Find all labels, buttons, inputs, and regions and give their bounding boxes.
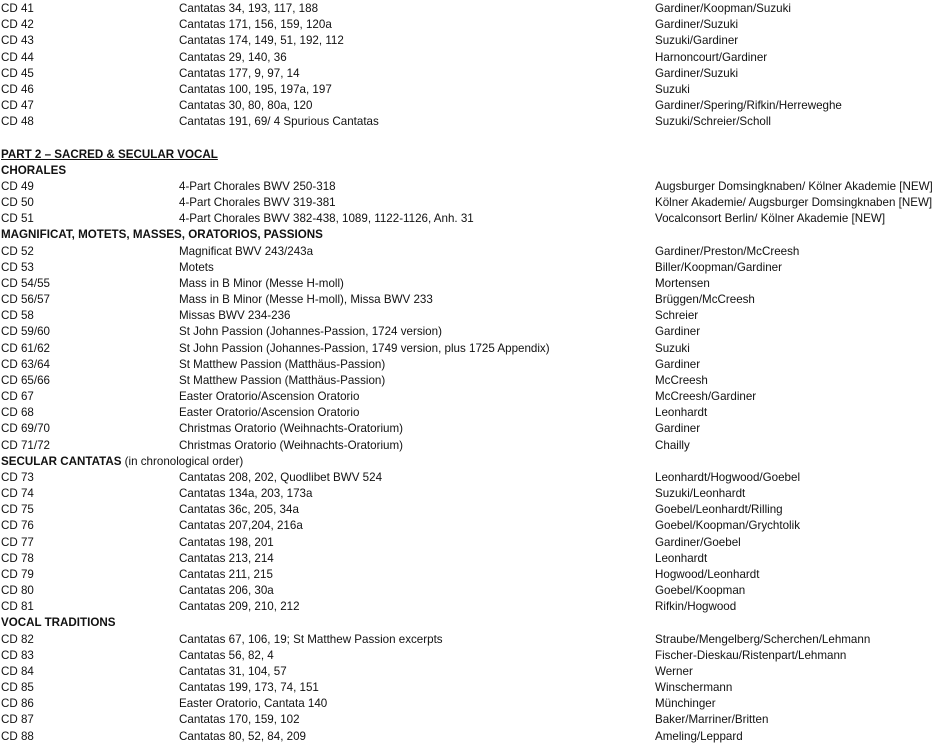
cd-row xyxy=(0,195,950,211)
work-title: 4-Part Chorales BWV 250-318 xyxy=(179,179,336,193)
cd-row xyxy=(0,17,950,33)
cd-row xyxy=(0,260,950,276)
performers: Suzuki/Leonhardt xyxy=(655,487,746,501)
cd-number: CD 61/62 xyxy=(1,341,50,355)
cd-number: CD 63/64 xyxy=(1,357,50,371)
work-title: Cantatas 29, 140, 36 xyxy=(179,50,287,64)
performers: Suzuki xyxy=(655,82,690,96)
work-title: St Matthew Passion (Matthäus-Passion) xyxy=(179,373,386,387)
cd-row xyxy=(0,276,950,292)
performers: Vocalconsort Berlin/ Kölner Akademie [NEW] xyxy=(655,212,886,226)
performers: Gardiner/Suzuki xyxy=(655,66,739,80)
work-title: Cantatas 211, 215 xyxy=(179,567,273,581)
performers: Biller/Koopman/Gardiner xyxy=(655,260,782,274)
cd-row xyxy=(0,292,950,308)
performers: Goebel/Koopman xyxy=(655,584,746,598)
cd-number: CD 47 xyxy=(1,99,34,113)
heading-text: VOCAL TRADITIONS xyxy=(1,616,116,630)
cd-number: CD 86 xyxy=(1,697,34,711)
cd-row xyxy=(0,66,950,82)
performers: Gardiner xyxy=(655,357,701,371)
work-title: Christmas Oratorio (Weihnachts-Oratorium) xyxy=(179,422,403,436)
cd-number: CD 52 xyxy=(1,244,34,258)
cd-row xyxy=(0,729,950,745)
work-title: 4-Part Chorales BWV 319-381 xyxy=(179,196,336,210)
cd-number: CD 59/60 xyxy=(1,325,50,339)
work-title: St John Passion (Johannes-Passion, 1724 version) xyxy=(179,325,442,339)
work-title: Mass in B Minor (Messe H-moll), Missa BWV 233 xyxy=(179,293,433,307)
cd-number: CD 88 xyxy=(1,729,34,743)
cd-number: CD 45 xyxy=(1,66,34,80)
heading-text: PART 2 – SACRED & SECULAR VOCAL xyxy=(1,147,218,161)
cd-number: CD 76 xyxy=(1,519,34,533)
cd-number: CD 54/55 xyxy=(1,276,50,290)
cd-number: CD 79 xyxy=(1,567,34,581)
cd-number: CD 50 xyxy=(1,196,34,210)
performers: Gardiner xyxy=(655,422,701,436)
cd-row xyxy=(0,389,950,405)
cd-number: CD 81 xyxy=(1,600,34,614)
cd-number: CD 84 xyxy=(1,664,34,678)
cd-number: CD 73 xyxy=(1,470,34,484)
performers: Suzuki/Schreier/Scholl xyxy=(655,115,771,129)
work-title: Cantatas 171, 156, 159, 120a xyxy=(179,18,332,32)
performers: Kölner Akademie/ Augsburger Domsingknaben [NEW] xyxy=(655,196,933,210)
cd-number: CD 77 xyxy=(1,535,34,549)
performers: Leonhardt xyxy=(655,551,708,565)
performers: Gardiner/Suzuki xyxy=(655,18,739,32)
cd-number: CD 43 xyxy=(1,34,34,48)
section-heading-row xyxy=(0,163,950,179)
work-title: Cantatas 206, 30a xyxy=(179,584,274,598)
work-title: Cantatas 198, 201 xyxy=(179,535,274,549)
cd-row xyxy=(0,696,950,712)
cd-row xyxy=(0,486,950,502)
heading-text: SECULAR CANTATAS xyxy=(1,454,122,468)
work-title: Cantatas 134a, 203, 173a xyxy=(179,487,313,501)
cd-row xyxy=(0,211,950,227)
work-title: Mass in B Minor (Messe H-moll) xyxy=(179,276,344,290)
section-heading-row xyxy=(0,615,950,631)
cd-row xyxy=(0,712,950,728)
part-heading xyxy=(1,147,218,163)
work-title: Cantatas 174, 149, 51, 192, 112 xyxy=(179,34,344,48)
cd-number: CD 71/72 xyxy=(1,438,50,452)
work-title: Cantatas 30, 80, 80a, 120 xyxy=(179,99,313,113)
cd-number: CD 68 xyxy=(1,406,34,420)
work-title: Cantatas 36c, 205, 34a xyxy=(179,503,299,517)
performers: Hogwood/Leonhardt xyxy=(655,567,760,581)
cd-row xyxy=(0,680,950,696)
work-title: Cantatas 80, 52, 84, 209 xyxy=(179,729,306,743)
cd-row xyxy=(0,535,950,551)
work-title: Easter Oratorio, Cantata 140 xyxy=(179,697,328,711)
performers: Leonhardt xyxy=(655,406,708,420)
cd-number: CD 58 xyxy=(1,309,34,323)
cd-row xyxy=(0,567,950,583)
cd-row xyxy=(0,179,950,195)
cd-row xyxy=(0,341,950,357)
cd-row xyxy=(0,50,950,66)
performers: Gardiner/Preston/McCreesh xyxy=(655,244,800,258)
part-heading-row xyxy=(0,147,950,163)
cd-number: CD 74 xyxy=(1,487,34,501)
work-title: Motets xyxy=(179,260,214,274)
cd-number: CD 87 xyxy=(1,713,34,727)
cd-number: CD 41 xyxy=(1,2,34,15)
section-heading xyxy=(1,615,115,631)
work-title: Magnificat BWV 243/243a xyxy=(179,244,314,258)
performers: Chailly xyxy=(655,438,690,452)
cd-number: CD 83 xyxy=(1,648,34,662)
cd-row xyxy=(0,82,950,98)
cd-row xyxy=(0,324,950,340)
section-heading xyxy=(1,454,243,470)
cd-row xyxy=(0,357,950,373)
heading-text: CHORALES xyxy=(1,163,67,177)
work-title: Cantatas 100, 195, 197a, 197 xyxy=(179,82,332,96)
work-title: Cantatas 34, 193, 117, 188 xyxy=(179,2,319,15)
cd-number: CD 48 xyxy=(1,115,34,129)
section-heading-row xyxy=(0,454,950,470)
performers: Gardiner/Spering/Rifkin/Herreweghe xyxy=(655,99,842,113)
cd-row xyxy=(0,438,950,454)
cd-row xyxy=(0,1,950,17)
performers: Winschermann xyxy=(655,681,733,695)
performers: Gardiner/Goebel xyxy=(655,535,741,549)
performers: Gardiner/Koopman/Suzuki xyxy=(655,2,791,15)
performers: Rifkin/Hogwood xyxy=(655,600,737,614)
work-title: Cantatas 31, 104, 57 xyxy=(179,664,287,678)
cd-number: CD 46 xyxy=(1,82,34,96)
cd-row xyxy=(0,373,950,389)
cd-number: CD 78 xyxy=(1,551,34,565)
cd-number: CD 67 xyxy=(1,390,34,404)
cd-number: CD 85 xyxy=(1,681,34,695)
cd-row xyxy=(0,98,950,114)
cd-row xyxy=(0,664,950,680)
performers: Suzuki xyxy=(655,341,690,355)
cd-row xyxy=(0,551,950,567)
cd-number: CD 75 xyxy=(1,503,34,517)
performers: Harnoncourt/Gardiner xyxy=(655,50,768,64)
performers: Münchinger xyxy=(655,697,716,711)
work-title: 4-Part Chorales BWV 382-438, 1089, 1122-1126, Anh. 31 xyxy=(179,212,474,226)
cd-number: CD 56/57 xyxy=(1,293,50,307)
work-title: Missas BWV 234-236 xyxy=(179,309,291,323)
work-title: Cantatas 213, 214 xyxy=(179,551,274,565)
cd-row xyxy=(0,502,950,518)
cd-row xyxy=(0,518,950,534)
performers: Baker/Marriner/Britten xyxy=(655,713,769,727)
cd-row xyxy=(0,244,950,260)
cd-row xyxy=(0,405,950,421)
performers: Goebel/Koopman/Grychtolik xyxy=(655,519,800,533)
cd-number: CD 65/66 xyxy=(1,373,50,387)
work-title: Easter Oratorio/Ascension Oratorio xyxy=(179,406,360,420)
performers: Brüggen/McCreesh xyxy=(655,293,755,307)
work-title: Cantatas 67, 106, 19; St Matthew Passion excerpts xyxy=(179,632,443,646)
section-heading xyxy=(1,227,323,243)
cd-row xyxy=(0,470,950,486)
performers: McCreesh/Gardiner xyxy=(655,390,757,404)
work-title: Cantatas 208, 202, Quodlibet BWV 524 xyxy=(179,470,383,484)
cd-number: CD 82 xyxy=(1,632,34,646)
performers: Fischer-Dieskau/Ristenpart/Lehmann xyxy=(655,648,847,662)
performers: Werner xyxy=(655,664,693,678)
cd-row xyxy=(0,421,950,437)
section-heading-row xyxy=(0,227,950,243)
cd-row xyxy=(0,648,950,664)
cd-row xyxy=(0,599,950,615)
cd-number: CD 42 xyxy=(1,18,34,32)
cd-number: CD 53 xyxy=(1,260,34,274)
cd-row xyxy=(0,114,950,130)
work-title: Cantatas 56, 82, 4 xyxy=(179,648,274,662)
work-title: St Matthew Passion (Matthäus-Passion) xyxy=(179,357,386,371)
performers: Schreier xyxy=(655,309,699,323)
work-title: Christmas Oratorio (Weihnachts-Oratorium) xyxy=(179,438,403,452)
performers: Leonhardt/Hogwood/Goebel xyxy=(655,470,801,484)
cd-number: CD 69/70 xyxy=(1,422,50,436)
performers: Gardiner xyxy=(655,325,701,339)
work-title: Easter Oratorio/Ascension Oratorio xyxy=(179,390,360,404)
work-title: Cantatas 207,204, 216a xyxy=(179,519,303,533)
cd-number: CD 49 xyxy=(1,179,34,193)
cd-row xyxy=(0,308,950,324)
heading-text: MAGNIFICAT, MOTETS, MASSES, ORATORIOS, PASSIONS xyxy=(1,228,323,242)
section-heading xyxy=(1,163,66,179)
work-title: St John Passion (Johannes-Passion, 1749 version, plus 1725 Appendix) xyxy=(179,341,550,355)
performers: Goebel/Leonhardt/Rilling xyxy=(655,503,783,517)
performers: McCreesh xyxy=(655,373,708,387)
work-title: Cantatas 170, 159, 102 xyxy=(179,713,300,727)
performers: Mortensen xyxy=(655,276,710,290)
cd-row xyxy=(0,632,950,648)
performers: Augsburger Domsingknaben/ Kölner Akademie [NEW] xyxy=(655,179,933,193)
cd-row xyxy=(0,583,950,599)
work-title: Cantatas 191, 69/ 4 Spurious Cantatas xyxy=(179,115,379,129)
cd-number: CD 80 xyxy=(1,584,34,598)
cd-number: CD 44 xyxy=(1,50,34,64)
performers: Suzuki/Gardiner xyxy=(655,34,739,48)
work-title: Cantatas 209, 210, 212 xyxy=(179,600,300,614)
performers: Straube/Mengelberg/Scherchen/Lehmann xyxy=(655,632,871,646)
work-title: Cantatas 199, 173, 74, 151 xyxy=(179,681,319,695)
work-title: Cantatas 177, 9, 97, 14 xyxy=(179,66,300,80)
cd-number: CD 51 xyxy=(1,212,34,226)
cd-row xyxy=(0,33,950,49)
performers: Ameling/Leppard xyxy=(655,729,743,743)
heading-note: (in chronological order) xyxy=(121,454,244,468)
